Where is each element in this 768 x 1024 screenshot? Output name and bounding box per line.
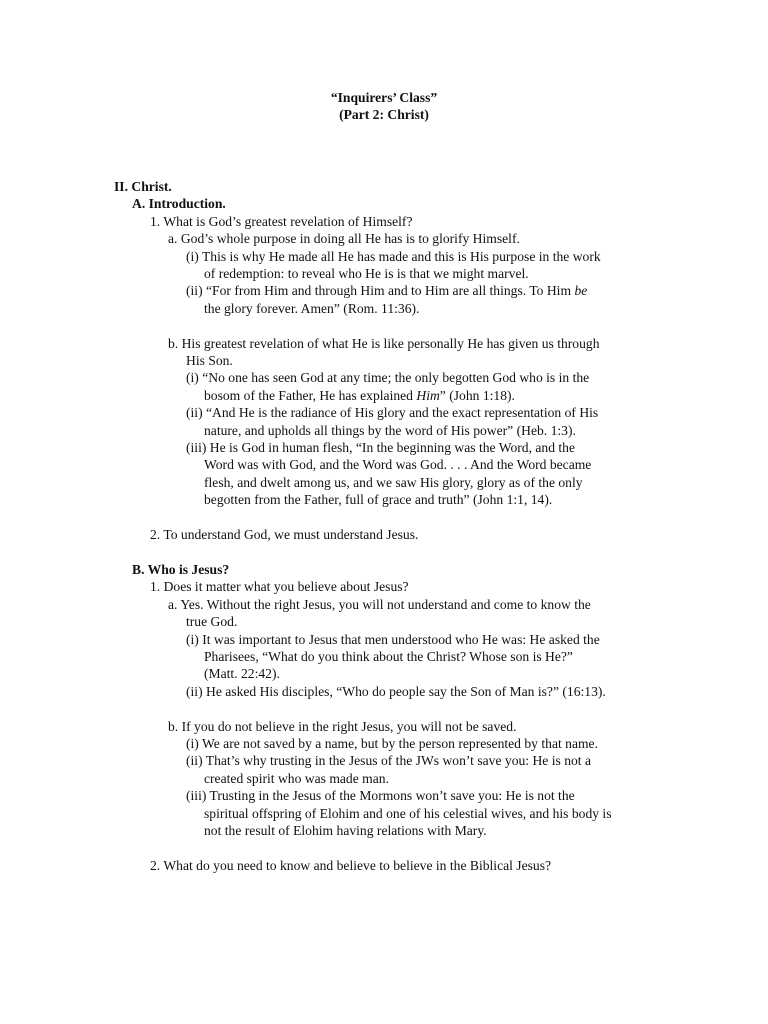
quote-text: (ii) “For from Him and through Him and to Him are all things. To Him (186, 283, 575, 299)
quote-text: ” (John 1:18). (439, 387, 515, 403)
outline-subitem: (ii) He asked His disciples, “Who do people say the Son of Man is?” (16:13). (186, 683, 606, 699)
outline-subitem: (i) We are not saved by a name, but by the person represented by that name. (186, 735, 598, 751)
outline-subitem-continuation: flesh, and dwelt among us, and we saw His glory, glory as of the only (204, 474, 583, 490)
outline-item: b. His greatest revelation of what He is like personally He has given us through (168, 335, 600, 351)
outline-subitem-continuation: nature, and upholds all things by the word of His power” (Heb. 1:3). (204, 422, 576, 438)
quote-text: bosom of the Father, He has explained (204, 387, 417, 403)
title-line: “Inquirers’ Class” (330, 90, 438, 105)
italic-word: Him (416, 387, 440, 403)
spacer (0, 544, 768, 561)
outline-subitem-continuation: begotten from the Father, full of grace and truth” (John 1:1, 14). (204, 492, 553, 508)
spacer (0, 317, 768, 334)
outline-body (0, 178, 768, 874)
outline-subitem: (i) This is why He made all He has made and this is His purpose in the work (186, 248, 601, 264)
outline-subitem-continuation: of redemption: to reveal who He is is that we might marvel. (204, 266, 529, 282)
section-b-heading: B. Who is Jesus? (132, 561, 230, 577)
outline-subitem-continuation: not the result of Elohim having relations with Mary. (204, 822, 487, 838)
outline-item: 2. What do you need to know and believe to believe in the Biblical Jesus? (150, 857, 552, 873)
outline-item: 2. To understand God, we must understand Jesus. (150, 527, 419, 543)
outline-subitem: (iii) He is God in human flesh, “In the beginning was the Word, and the (186, 440, 576, 456)
spacer (0, 509, 768, 526)
outline-item: 1. Does it matter what you believe about Jesus? (150, 579, 409, 595)
outline-subitem: (ii) “And He is the radiance of His glory and the exact representation of His (186, 405, 599, 421)
outline-item: 1. What is God’s greatest revelation of Himself? (150, 213, 413, 229)
subtitle-line: (Part 2: Christ) (339, 107, 429, 123)
outline-subitem: (ii) That’s why trusting in the Jesus of the JWs won’t save you: He is not a (186, 753, 591, 769)
outline-item: a. God’s whole purpose in doing all He has is to glorify Himself. (168, 231, 520, 247)
outline-subitem-continuation (0, 387, 768, 404)
section-ii-heading: II. Christ. (114, 179, 172, 194)
outline-subitem: (iii) Trusting in the Jesus of the Mormons won’t save you: He is not the (186, 788, 575, 804)
document-title (0, 89, 768, 124)
italic-word: be (574, 283, 588, 299)
spacer (0, 839, 768, 856)
outline-subitem-continuation: (Matt. 22:42). (204, 666, 280, 682)
outline-subitem-continuation: Word was with God, and the Word was God. . . . And the Word became (204, 457, 592, 473)
outline-item: b. If you do not believe in the right Jesus, you will not be saved. (168, 718, 517, 734)
outline-subitem: (i) “No one has seen God at any time; the only begotten God who is in the (186, 370, 590, 386)
outline-item-continuation: His Son. (186, 353, 233, 369)
outline-subitem: (i) It was important to Jesus that men understood who He was: He asked the (186, 631, 600, 647)
section-a-heading: A. Introduction. (132, 196, 226, 212)
outline-item: a. Yes. Without the right Jesus, you will not understand and come to know the (168, 596, 591, 612)
outline-subitem-continuation: spiritual offspring of Elohim and one of his celestial wives, and his body is (204, 805, 612, 821)
outline-item-continuation: true God. (186, 614, 238, 630)
outline-subitem (0, 282, 768, 299)
outline-subitem-continuation: the glory forever. Amen” (Rom. 11:36). (204, 300, 420, 316)
spacer (0, 700, 768, 717)
outline-subitem-continuation: created spirit who was made man. (204, 770, 389, 786)
outline-subitem-continuation: Pharisees, “What do you think about the Christ? Whose son is He?” (204, 648, 573, 664)
